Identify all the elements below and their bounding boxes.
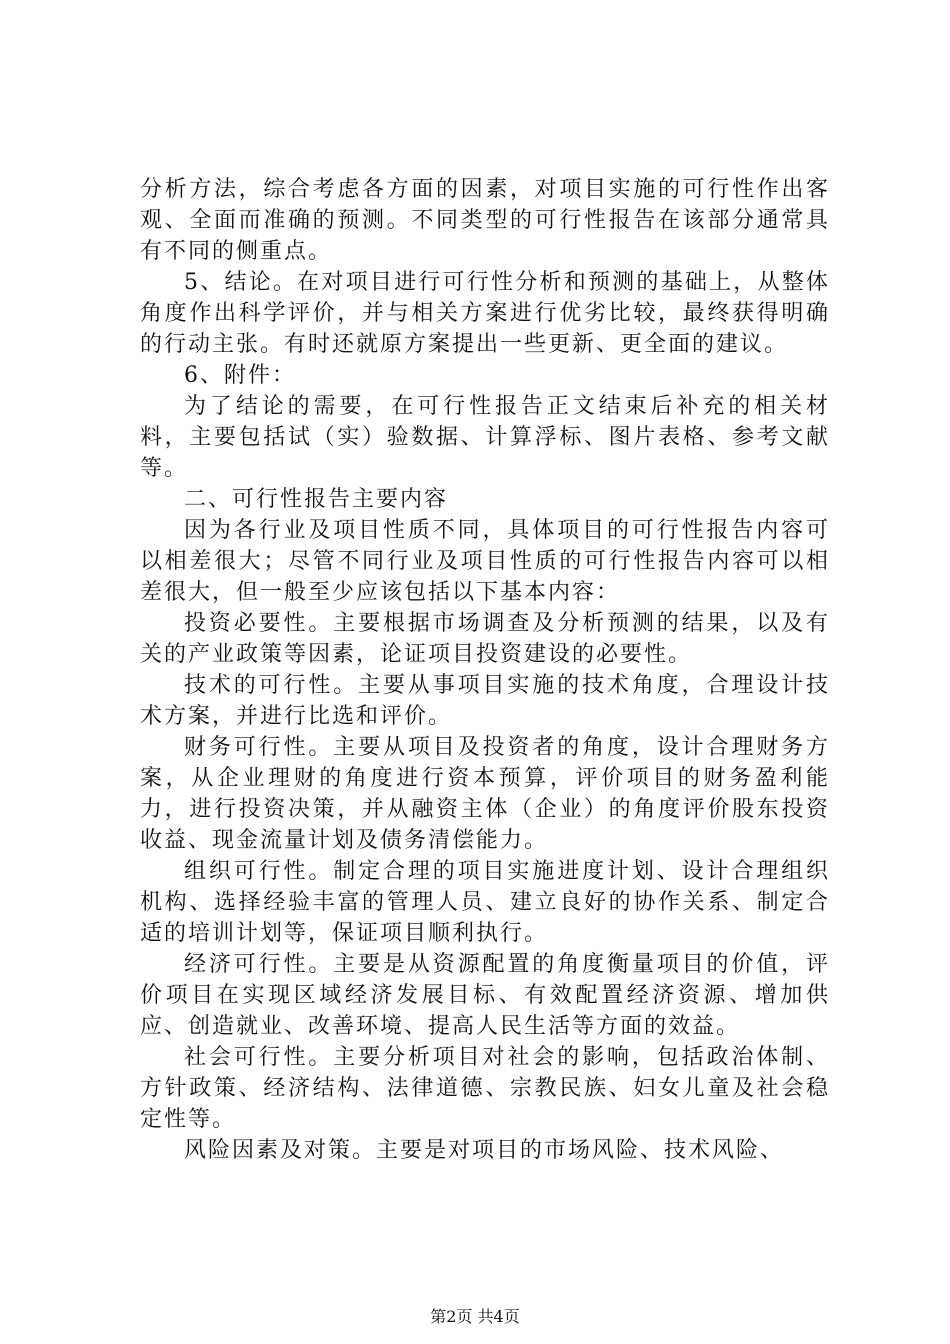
paragraph: 投资必要性。主要根据市场调查及分析预测的结果，以及有关的产业政策等因素，论证项目投资建设的必要性。 (140, 611, 830, 667)
paragraph: 经济可行性。主要是从资源配置的角度衡量项目的价值，评价项目在实现区域经济发展目标、有效配置经济资源、增加供应、创造就业、改善环境、提高人民生活等方面的效益。 (140, 952, 830, 1039)
paragraph: 社会可行性。主要分析项目对社会的影响，包括政治体制、方针政策、经济结构、法律道德、宗教民族、妇女儿童及社会稳定性等。 (140, 1045, 830, 1132)
paragraph: 组织可行性。制定合理的项目实施进度计划、设计合理组织机构、选择经验丰富的管理人员、建立良好的协作关系、制定合适的培训计划等，保证项目顺利执行。 (140, 859, 830, 946)
paragraph: 5、结论。在对项目进行可行性分析和预测的基础上，从整体角度作出科学评价，并与相关方案进行优劣比较，最终获得明确的行动主张。有时还就原方案提出一些更新、更全面的建议。 (140, 270, 830, 357)
paragraph: 6、附件： (184, 363, 296, 388)
paragraph: 风险因素及对策。主要是对项目的市场风险、技术风险、 (184, 1138, 785, 1163)
paragraph: 分析方法，综合考虑各方面的因素，对项目实施的可行性作出客观、全面而准确的预测。不同类型的可行性报告在该部分通常具有不同的侧重点。 (140, 177, 830, 264)
paragraph: 技术的可行性。主要从事项目实施的技术角度，合理设计技术方案，并进行比选和评价。 (140, 673, 830, 729)
paragraph: 财务可行性。主要从项目及投资者的角度，设计合理财务方案，从企业理财的角度进行资本预算，评价项目的财务盈利能力，进行投资决策，并从融资主体（企业）的角度评价股东投资收益、现金流量计划及债务清偿能力。 (140, 735, 830, 853)
paragraph: 因为各行业及项目性质不同，具体项目的可行性报告内容可以相差很大；尽管不同行业及项目性质的可行性报告内容可以相差很大，但一般至少应该包括以下基本内容： (140, 518, 830, 605)
paragraph: 为了结论的需要，在可行性报告正文结束后补充的相关材料，主要包括试（实）验数据、计算浮标、图片表格、参考文献等。 (140, 394, 830, 481)
document-body (140, 174, 830, 1166)
section-heading: 二、可行性报告主要内容 (184, 487, 449, 512)
page-number-footer: 第2页 共4页 (430, 1307, 520, 1326)
